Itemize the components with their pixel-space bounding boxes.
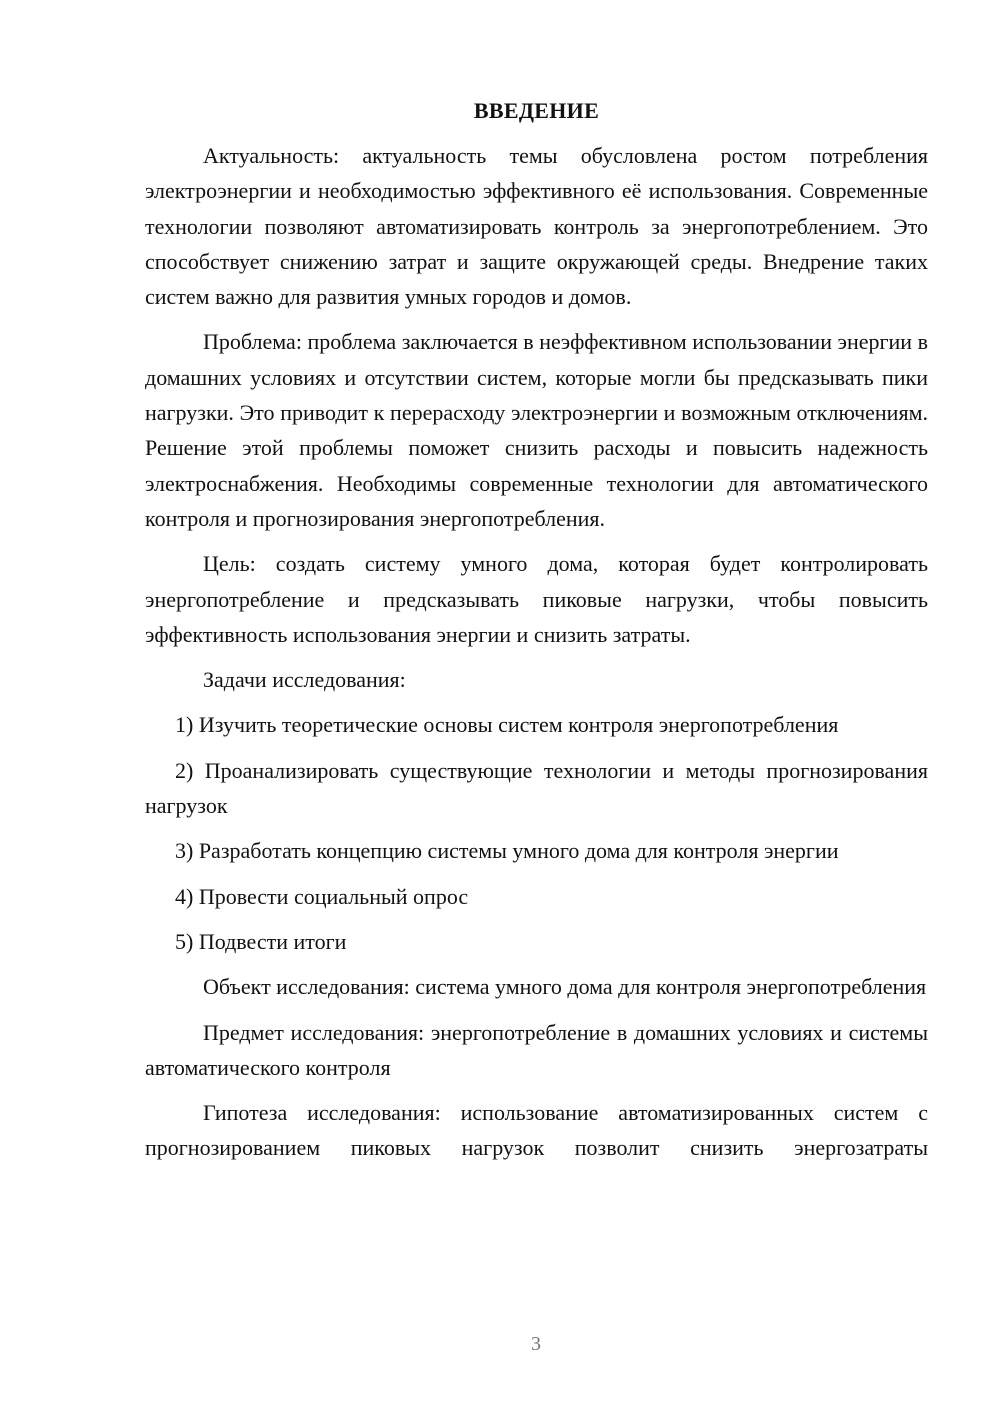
task-item-1: 1) Изучить теоретические основы систем контроля энергопотребления [175, 712, 839, 738]
goal-paragraph: Цель: создать систему умного дома, которая будет контролировать энергопотребление и предсказывать пиковые нагрузки, чтобы повысить эффективность использования энергии и снизить затраты. [145, 551, 928, 647]
task-item-3: 3) Разработать концепцию системы умного дома для контроля энергии [175, 838, 839, 864]
hypothesis-paragraph: Гипотеза исследования: использование автоматизированных систем с прогнозированием пиковых нагрузок позволит снизить энергозатраты [145, 1100, 928, 1161]
document-page [145, 92, 928, 1176]
subject-paragraph: Предмет исследования: энергопотребление в домашних условиях и системы автоматического контроля [145, 1019, 928, 1080]
task-item-2: 2) Проанализировать существующие технологии и методы прогнозирования нагрузок [145, 757, 928, 819]
problem-paragraph: Проблема: проблема заключается в неэффективном использовании энергии в домашних условиях и отсутствии систем, которые могли бы предсказывать пики нагрузки. Это приводит к перерасходу электроэнергии и возможным отключениям. Решение этой проблемы поможет снизить расходы и повысить надежность электроснабжения. Необходимы современные технологии для автоматического контроля и прогнозирования энергопотребления. [145, 329, 928, 531]
relevance-paragraph: Актуальность: актуальность темы обусловлена ростом потребления электроэнергии и необходимостью эффективного её использования. Современные технологии позволяют автоматизировать контроль за энергопотреблением. Это способствует снижению затрат и защите окружающей среды. Внедрение таких систем важно для развития умных городов и домов. [145, 143, 928, 310]
tasks-title: Задачи исследования: [203, 667, 406, 693]
task-item-5: 5) Подвести итоги [175, 928, 347, 954]
object-paragraph: Объект исследования: система умного дома для контроля энергопотребления [203, 974, 927, 1000]
page-title: ВВЕДЕНИЕ [473, 98, 600, 123]
page-number: 3 [531, 1333, 541, 1355]
task-item-4: 4) Провести социальный опрос [175, 883, 469, 909]
